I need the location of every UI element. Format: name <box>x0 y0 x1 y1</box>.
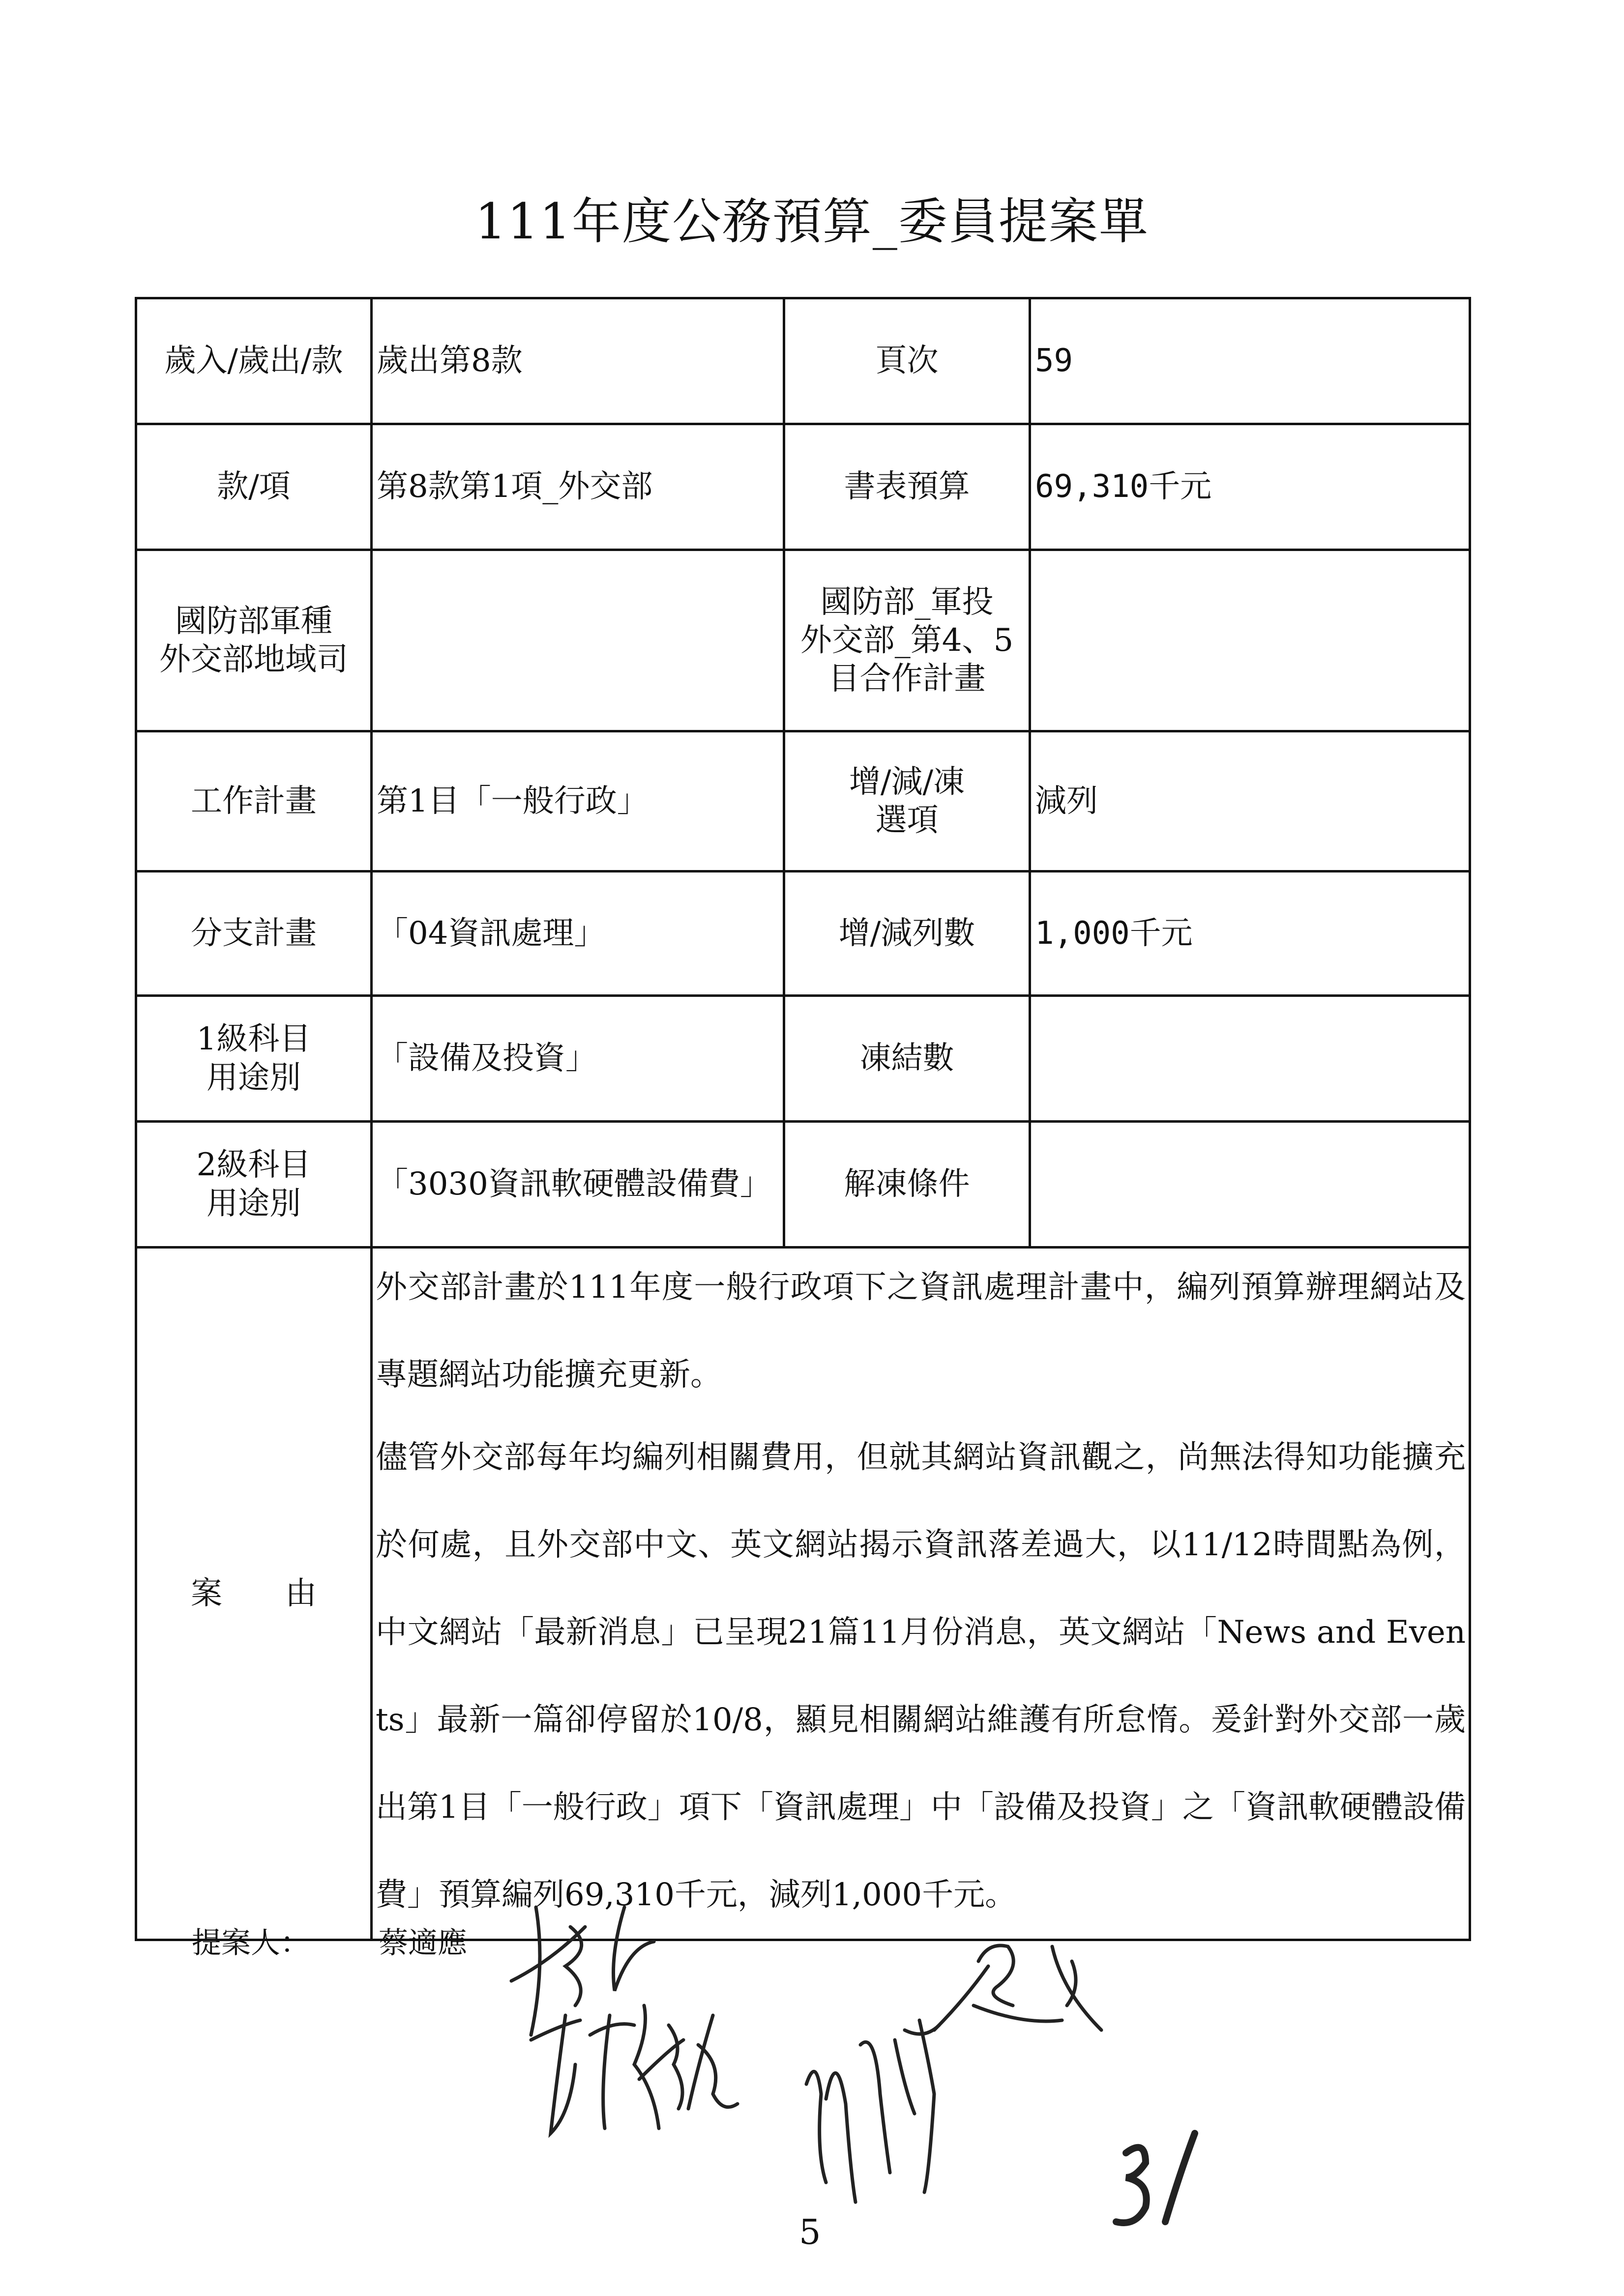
signature-1 <box>511 1907 654 2035</box>
label-page: 頁次 <box>784 298 1030 424</box>
label-statement-budget: 書表預算 <box>784 424 1030 550</box>
label-item: 款/項 <box>136 424 372 550</box>
value-item: 第8款第1項_外交部 <box>372 424 784 550</box>
label-cooperation-plan: 國防部_軍投 外交部_第4、5 目合作計畫 <box>784 550 1030 731</box>
label-frozen-amount: 凍結數 <box>784 996 1030 1122</box>
label-revenue-expense: 歲入/歲出/款 <box>136 298 372 424</box>
signature-count-31 <box>1116 2133 1195 2223</box>
proposer-label: 提案人： <box>192 1926 310 1960</box>
label-work-plan: 工作計畫 <box>136 731 372 872</box>
reason-paragraph-1: 外交部計畫於111年度一般行政項下之資訊處理計畫中，編列預算辦理網站及專題網站功能擴充更新。 <box>376 1269 1466 1393</box>
label-option: 增/減/凍 選項 <box>784 731 1030 872</box>
label-department: 國防部軍種 外交部地域司 <box>136 550 372 731</box>
label-unfreeze-conditions: 解凍條件 <box>784 1122 1030 1248</box>
signature-4 <box>806 2020 939 2202</box>
value-change-amount: 1,000千元 <box>1030 872 1470 996</box>
page-number: 5 <box>799 2212 821 2252</box>
label-reason: 案 由 <box>136 1248 372 1940</box>
signature-2 <box>934 1946 1101 2030</box>
value-statement-budget: 69,310千元 <box>1030 424 1470 550</box>
value-branch-plan: 「04資訊處理」 <box>372 872 784 996</box>
value-revenue-expense: 歲出第8款 <box>372 298 784 424</box>
value-page: 59 <box>1030 298 1470 424</box>
reason-paragraph-2: 儘管外交部每年均編列相關費用，但就其網站資訊觀之，尚無法得知功能擴充於何處，且外交部中文、英文網站揭示資訊落差過大，以11/12時間點為例，中文網站「最新消息」已呈現21篇11月份消息，英文網站「News and Events」最新一篇卻停留於10/8，顯見相關網站維護有所怠惰。爰針對外交部一歲出第1目「一般行政」項下「資訊處理」中「設備及投資」之「資訊軟硬體設備費」預算編列69,310千元，減列1,000千元。 <box>376 1439 1466 1913</box>
value-work-plan: 第1目「一般行政」 <box>372 731 784 872</box>
label-branch-plan: 分支計畫 <box>136 872 372 996</box>
document-title: 111年度公務預算_委員提案單 <box>475 193 1149 250</box>
label-change-amount: 增/減列數 <box>784 872 1030 996</box>
label-level1-subject: 1級科目 用途別 <box>136 996 372 1122</box>
label-level2-subject: 2級科目 用途別 <box>136 1122 372 1248</box>
value-option: 減列 <box>1030 731 1470 872</box>
value-level1-subject: 「設備及投資」 <box>372 996 784 1122</box>
signature-3 <box>531 2005 738 2133</box>
value-level2-subject: 「3030資訊軟硬體設備費」 <box>372 1122 784 1248</box>
proposer-name: 蔡適應 <box>379 1926 467 1960</box>
